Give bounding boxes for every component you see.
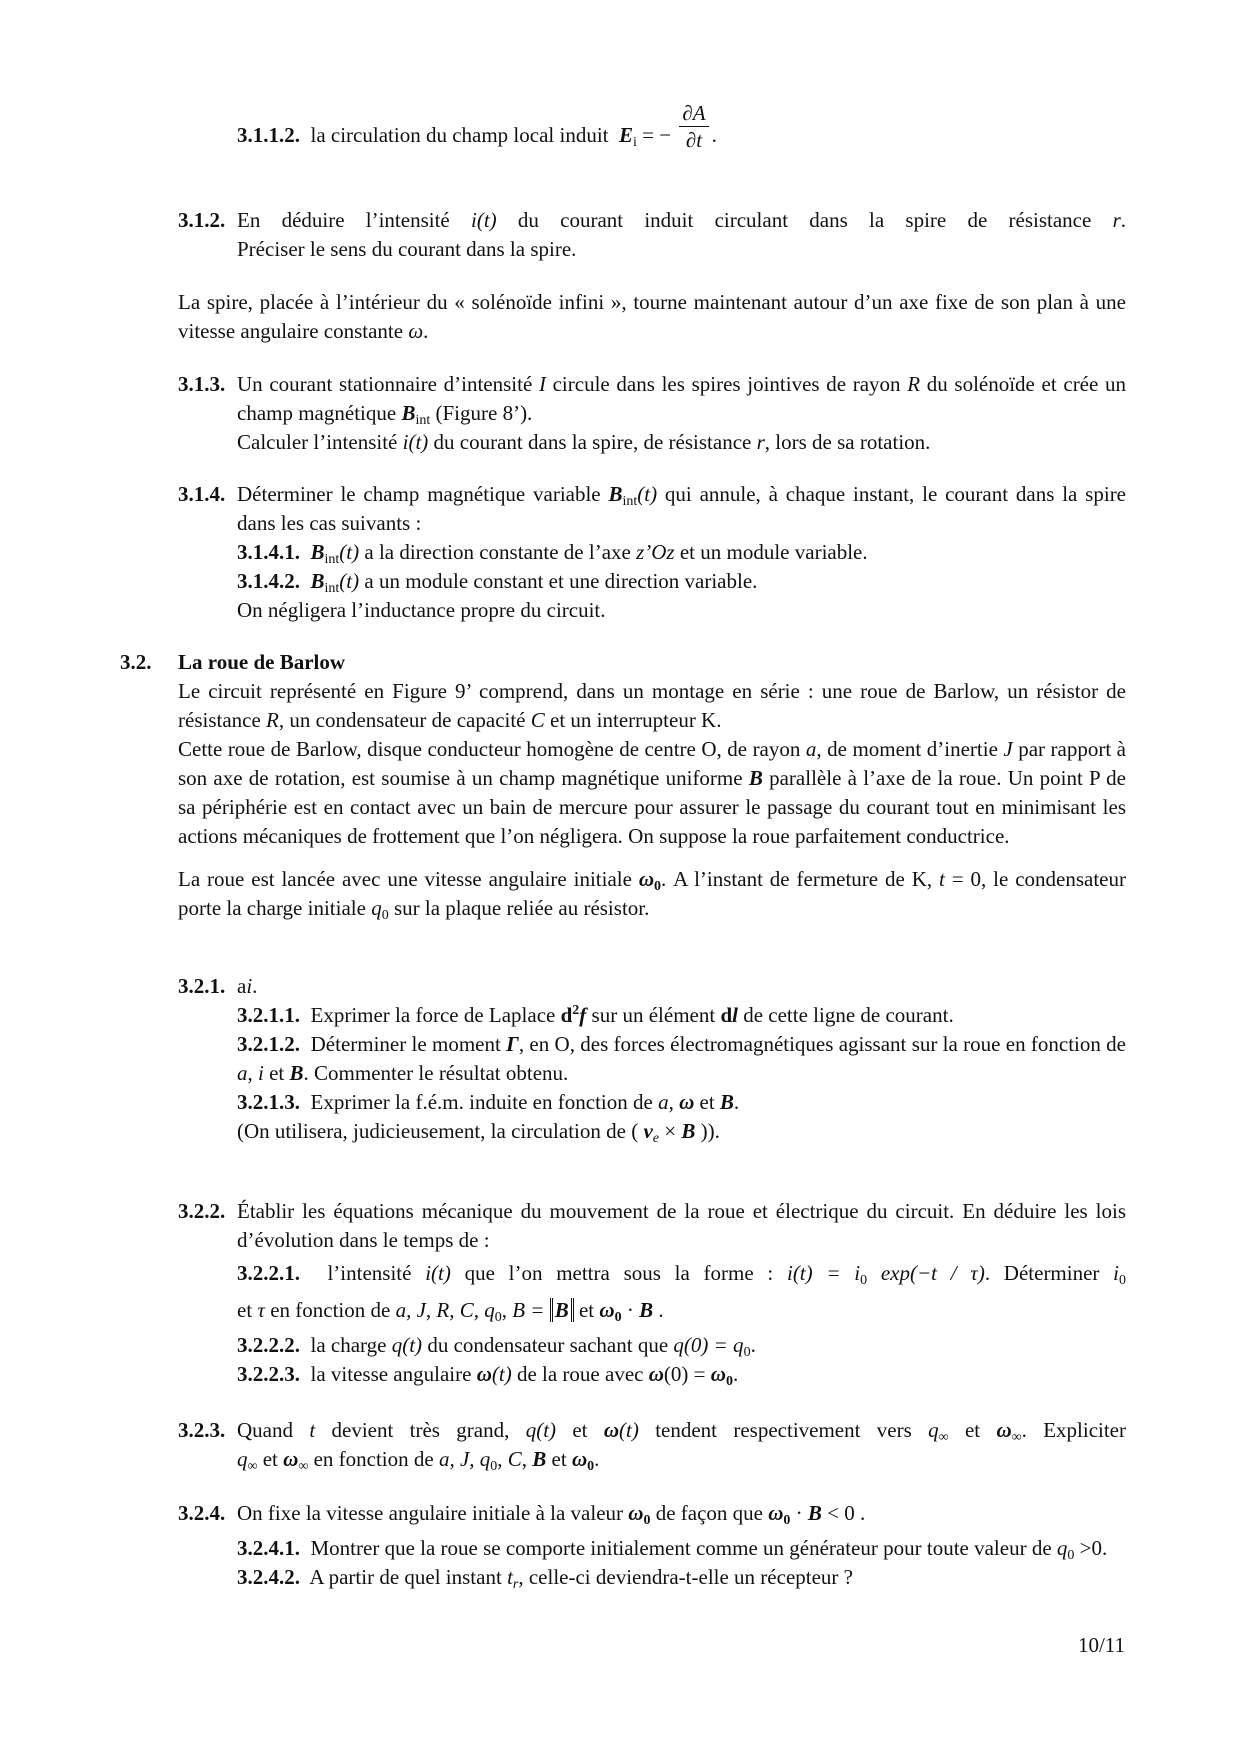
item-number: 3.2.1.	[178, 974, 226, 998]
item-text-line2: Préciser le sens du courant dans la spire.	[237, 237, 577, 261]
item-text: la circulation du champ local induit	[310, 123, 609, 147]
sub-item-3-2-2-1: 3.2.2.1. l’intensité i(t) que l’on mettra sous la forme : $i(t) = i_0$ exp(−t / τ). Déterminer $i_0$	[237, 1261, 1126, 1288]
item-3-1-3	[178, 370, 1126, 457]
sub-item-3-1-4-2: 3.1.4.2. $B_{int}(t)$ a un module constant et une direction variable.	[237, 569, 758, 596]
section-paragraph-3: La roue est lancée avec une vitesse angulaire initiale $\omega_0$. A l’instant de fermeture de K, t = 0, le condensateur porte la charge initiale $q_0$ sur la plaque reliée au résistor.	[178, 867, 1126, 923]
section-3-2	[120, 648, 1126, 923]
item-number: 3.1.4.	[178, 482, 226, 506]
fraction-num: ∂A	[682, 100, 706, 125]
item-3-1-1-2	[237, 100, 1037, 153]
item-number: 3.1.1.2.	[237, 123, 300, 147]
item-3-2-1	[178, 972, 1126, 1146]
item-text-line2: $q_\infty$ et $\omega_\infty$ en fonction de a, J, $q_0$, C, B et $\omega_0$.	[237, 1447, 600, 1474]
sub-item-3-2-4-1: 3.2.4.1. Montrer que la roue se comporte initialement comme un générateur pour toute valeur de $q_0 >0$.	[237, 1536, 1108, 1563]
item-text: Quand t devient très grand, q(t) et ω(t) tendent respectivement vers $q_\infty$ et $\omega_\infty$. Expliciter	[237, 1418, 1126, 1445]
paragraph-spire: La spire, placée à l’intérieur du « solénoïde infini », tourne maintenant autour d’un axe fixe de son plan à une vitesse angulaire constante ω.	[178, 290, 1126, 343]
fraction-den: ∂t	[685, 127, 703, 152]
item-text: En déduire l’intensité i(t) du courant induit circulant dans la spire de résistance r.	[237, 208, 1126, 232]
section-paragraph-2: Cette roue de Barlow, disque conducteur homogène de centre O, de rayon a, de moment d’inertie J par rapport à son axe de rotation, est soumise à un champ magnétique uniforme B parallèle à l’axe de la roue. Un point P de sa périphérie est en contact avec un bain de mercure pour assurer le passage du courant tout en minimisant les actions mécaniques de frottement que l’on négligera. On suppose la roue parfaitement conductrice.	[178, 737, 1127, 848]
item-text: Déterminer le champ magnétique variable $B_{int}(t)$ qui annule, à chaque instant, le courant dans la spire dans les cas suivants :	[237, 482, 1127, 535]
sub-item-3-2-2-1-cont: et τ en fonction de a, J, R, C, $q_0$, B = B et $\omega_0 \cdot B$ .	[237, 1298, 664, 1325]
item-3-1-2	[178, 206, 1126, 264]
page-number: 10/11	[1077, 1633, 1125, 1657]
item-3-2-2	[178, 1197, 1126, 1389]
sub-item-3-1-4-1: 3.1.4.1. $B_{int}(t)$ a la direction constante de l’axe z’Oz et un module variable.	[237, 540, 868, 567]
item-text-line2: Calculer l’intensité i(t) du courant dans la spire, de résistance r, lors de sa rotation.	[237, 430, 931, 454]
item-text: Un courant stationnaire d’intensité I circule dans les spires jointives de rayon R du solénoïde et crée un champ magnétique $B_{int}$ (Figure 8’).	[237, 372, 1126, 428]
math-e: E	[619, 123, 634, 147]
math-eq: = −	[642, 123, 672, 147]
item-number: 3.2.2.	[178, 1199, 226, 1223]
sub-item-3-2-1-3: 3.2.1.3. Exprimer la f.é.m. induite en fonction de a, ω et B.	[237, 1090, 740, 1114]
sub-item-3-2-4-2: 3.2.4.2. A partir de quel instant $t_r$, celle-ci deviendra-t-elle un récepteur ?	[237, 1565, 853, 1592]
fraction-da-dt	[679, 100, 708, 153]
note-circulation: (On utilisera, judicieusement, la circulation de ( $v_e \times B$ )).	[237, 1119, 720, 1146]
item-text: Établir les équations mécanique du mouvement de la roue et électrique du circuit. En déduire les lois d’évolution dans le temps de :	[237, 1199, 1126, 1252]
item-number: 3.2.4.	[178, 1501, 226, 1525]
math-e-sub: i	[633, 135, 637, 150]
sub-item-3-2-1-2: 3.2.1.2. Déterminer le moment Γ, en O, des forces électromagnétiques agissant sur la roue en fonction de a, i et B. Commenter le résultat obtenu.	[237, 1032, 1126, 1085]
item-text: On fixe la vitesse angulaire initiale à la valeur $\omega_0$ de façon que $\omega_0 \cdot B < 0$ .	[237, 1501, 866, 1528]
sub-item-3-2-1-1: 3.2.1.1. Exprimer la force de Laplace $d^2f$ sur un élément dl de cette ligne de courant.	[237, 1003, 954, 1027]
section-paragraph-1: Le circuit représenté en Figure 9’ comprend, dans un montage en série : une roue de Barlow, un résistor de résistance R, un condensateur de capacité C et un interrupteur K.	[178, 679, 1126, 732]
item-3-2-4	[178, 1499, 1126, 1592]
item-number: 3.2.3.	[178, 1418, 226, 1442]
item-number: 3.1.3.	[178, 372, 226, 396]
section-number: 3.2.	[120, 650, 152, 674]
sub-item-3-2-2-2: 3.2.2.2. la charge q(t) du condensateur sachant que $q(0) = q_0$.	[237, 1333, 756, 1360]
item-3-2-3	[178, 1416, 1126, 1474]
math-end: .	[711, 123, 717, 147]
sub-item-3-2-2-3: 3.2.2.3. la vitesse angulaire ω(t) de la roue avec $\omega(0) = \omega_0$.	[237, 1362, 739, 1389]
item-3-1-4	[178, 480, 1126, 625]
item-number: 3.1.2.	[178, 208, 226, 232]
note-inductance: On négligera l’inductance propre du circuit.	[237, 598, 606, 622]
section-title: La roue de Barlow	[178, 650, 346, 674]
item-text: ai.	[237, 974, 258, 998]
